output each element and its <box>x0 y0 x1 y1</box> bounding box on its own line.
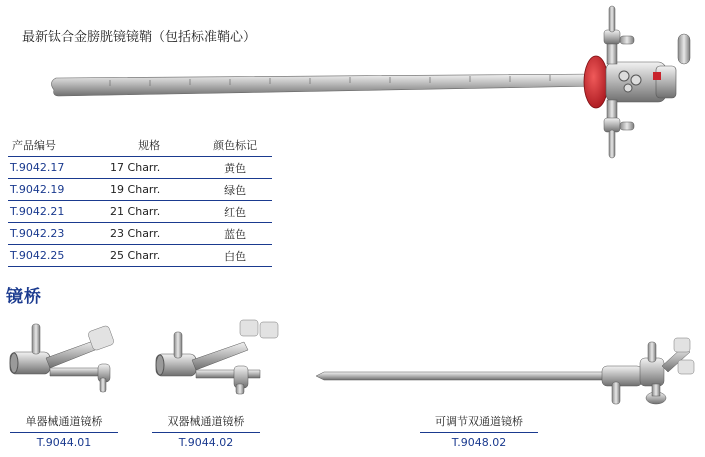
bridge-caption <box>152 413 260 449</box>
product-code: T.9042.17 <box>8 157 100 179</box>
table-row <box>8 201 272 223</box>
spec-table <box>8 134 272 267</box>
product-code: T.9042.19 <box>8 179 100 201</box>
product-color: 红色 <box>198 201 272 223</box>
table-row <box>8 245 272 267</box>
product-size: 23 Charr. <box>100 223 198 245</box>
bridge-name: 可调节双通道镜桥 <box>420 413 538 433</box>
table-header-row <box>8 134 272 157</box>
table-row <box>8 223 272 245</box>
header-size: 规格 <box>100 134 198 157</box>
bridge-name: 双器械通道镜桥 <box>152 413 260 433</box>
header-color: 颜色标记 <box>198 134 272 157</box>
bridge-name: 单器械通道镜桥 <box>10 413 118 433</box>
product-code: T.9042.23 <box>8 223 100 245</box>
product-size: 25 Charr. <box>100 245 198 267</box>
double-channel-bridge-image <box>152 314 282 396</box>
product-size: 19 Charr. <box>100 179 198 201</box>
single-channel-bridge-image <box>6 318 126 396</box>
adjustable-double-channel-bridge-image <box>312 332 702 412</box>
bridge-code: T.9044.01 <box>36 436 92 449</box>
product-color: 绿色 <box>198 179 272 201</box>
table-row <box>8 157 272 179</box>
header-code: 产品编号 <box>8 134 100 157</box>
bridge-caption <box>420 413 538 449</box>
product-code: T.9042.25 <box>8 245 100 267</box>
product-color: 白色 <box>198 245 272 267</box>
product-size: 17 Charr. <box>100 157 198 179</box>
page-title: 最新钛合金膀胱镜镜鞘（包括标准鞘心） <box>22 30 257 45</box>
bridge-caption <box>10 413 118 449</box>
product-size: 21 Charr. <box>100 201 198 223</box>
table-row <box>8 179 272 201</box>
bridge-code: T.9044.02 <box>178 436 234 449</box>
product-code: T.9042.21 <box>8 201 100 223</box>
section-title: 镜桥 <box>6 287 42 307</box>
product-color: 黄色 <box>198 157 272 179</box>
product-color: 蓝色 <box>198 223 272 245</box>
bridge-code: T.9048.02 <box>451 436 507 449</box>
